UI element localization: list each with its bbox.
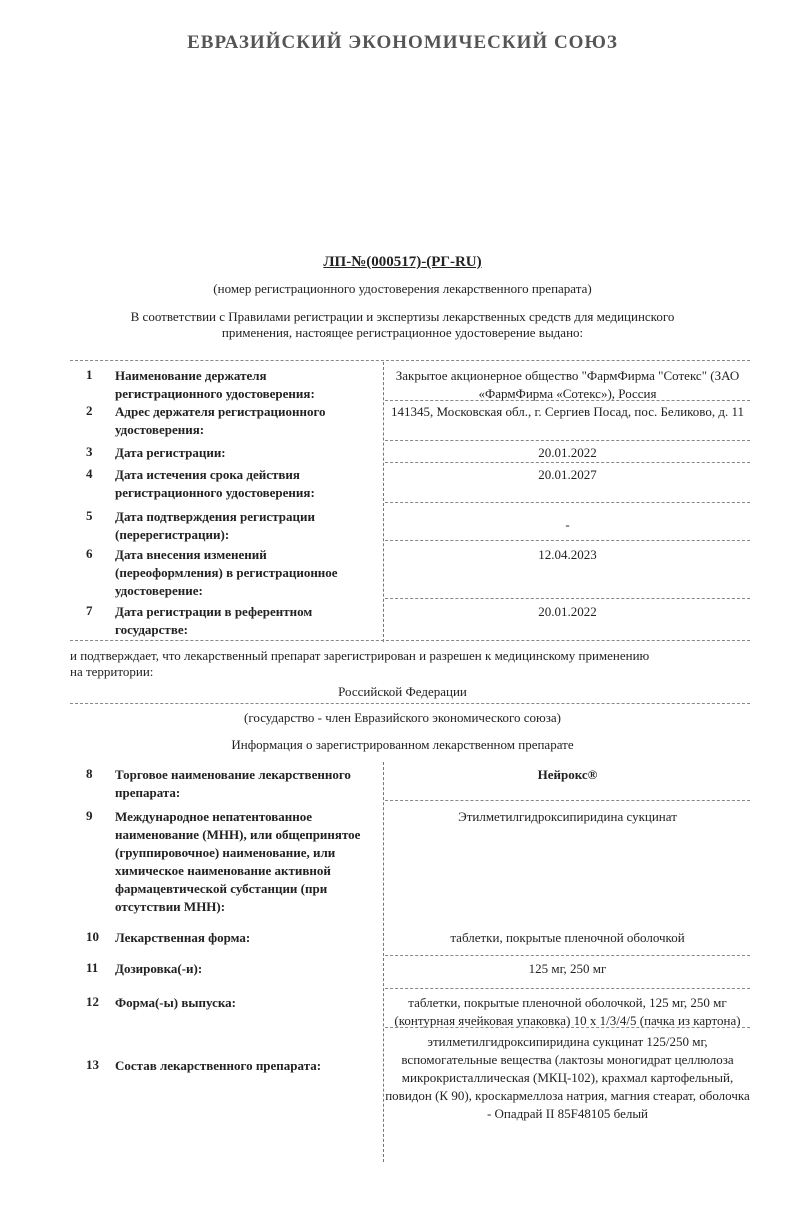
row-value: Закрытое акционерное общество "ФармФирма "Сотекс" (ЗАО «ФармФирма «Сотекс»), Россия (395, 368, 740, 401)
row-value: Нейрокс® (537, 767, 598, 782)
certificate-number: ЛП-№(000517)-(РГ-RU) (323, 254, 482, 270)
row-value: таблетки, покрытые пленочной оболочкой (450, 930, 685, 945)
row-number: 1 (86, 367, 93, 382)
row-label: Наименование держателя регистрационного удостоверения: (115, 368, 315, 401)
intro-line-2: применения, настоящее регистрационное удостоверение выдано: (221, 325, 584, 340)
row-value: 12.04.2023 (538, 547, 597, 562)
row-number: 9 (86, 808, 93, 823)
row-label: Дата внесения изменений (переоформления) в регистрационное удостоверение: (115, 547, 338, 598)
row-value: 20.01.2022 (538, 445, 597, 460)
row-number: 11 (86, 960, 99, 975)
row-label: Торговое наименование лекарственного препарата: (115, 767, 351, 800)
row-label: Дата регистрации в референтном государстве: (115, 604, 313, 637)
confirm-line-2: на территории: (70, 664, 154, 679)
row-label: Форма(-ы) выпуска: (115, 995, 237, 1010)
confirm-line-1: и подтверждает, что лекарственный препарат зарегистрирован и разрешен к медицинскому применению (70, 648, 650, 663)
info-heading: Информация о зарегистрированном лекарственном препарате (231, 737, 574, 752)
row-number: 8 (86, 766, 93, 781)
row-value: 20.01.2022 (538, 604, 597, 619)
row-number: 12 (86, 994, 99, 1009)
row-value: этилметилгидроксипиридина сукцинат 125/250 мг, вспомогательные вещества (лактозы моногидрат целлюлоза микрокристаллическая (МКЦ-102), крахмал картофельный, повидон (К 90), кроскармеллоза натрия, магния стеарат, оболочка - Опадрай II 85F48105 белый (385, 1034, 750, 1121)
union-header: ЕВРАЗИЙСКИЙ ЭКОНОМИЧЕСКИЙ СОЮЗ (187, 32, 618, 53)
row-label: Адрес держателя регистрационного удостоверения: (115, 404, 326, 437)
row-number: 7 (86, 603, 93, 618)
row-number: 13 (86, 1057, 99, 1072)
row-label: Дата подтверждения регистрации (перерегистрации): (115, 509, 315, 542)
row-label: Лекарственная форма: (115, 930, 251, 945)
row-value: 20.01.2027 (538, 467, 597, 482)
territory-caption: (государство - член Евразийского экономического союза) (244, 710, 561, 725)
row-value: 141345, Московская обл., г. Сергиев Посад, пос. Беликово, д. 11 (391, 404, 744, 419)
row-number: 4 (86, 466, 93, 481)
certificate-number-caption: (номер регистрационного удостоверения лекарственного препарата) (213, 281, 592, 296)
territory: Российской Федерации (338, 684, 467, 699)
row-value: 125 мг, 250 мг (528, 961, 607, 976)
row-number: 10 (86, 929, 99, 944)
row-number: 5 (86, 508, 93, 523)
row-label: Дата истечения срока действия регистрационного удостоверения: (115, 467, 315, 500)
row-label: Международное непатентованное наименование (МНН), или общепринятое (группировочное) наименование, или химическое наименование активной фармацевтической субстанции (при отсутствии МНН): (115, 809, 361, 914)
row-label: Состав лекарственного препарата: (115, 1058, 322, 1073)
row-label: Дата регистрации: (115, 445, 226, 460)
row-number: 6 (86, 546, 93, 561)
row-label: Дозировка(-и): (115, 961, 203, 976)
row-number: 2 (86, 403, 93, 418)
row-value: - (565, 517, 570, 532)
row-value: Этилметилгидроксипиридина сукцинат (458, 809, 677, 824)
intro-line-1: В соответствии с Правилами регистрации и экспертизы лекарственных средств для медицинского (130, 309, 675, 324)
row-value: таблетки, покрытые пленочной оболочкой, 125 мг, 250 мг (контурная ячейковая упаковка) 10 х 1/3/4/5 (пачка из картона) (394, 995, 741, 1028)
row-number: 3 (86, 444, 93, 459)
